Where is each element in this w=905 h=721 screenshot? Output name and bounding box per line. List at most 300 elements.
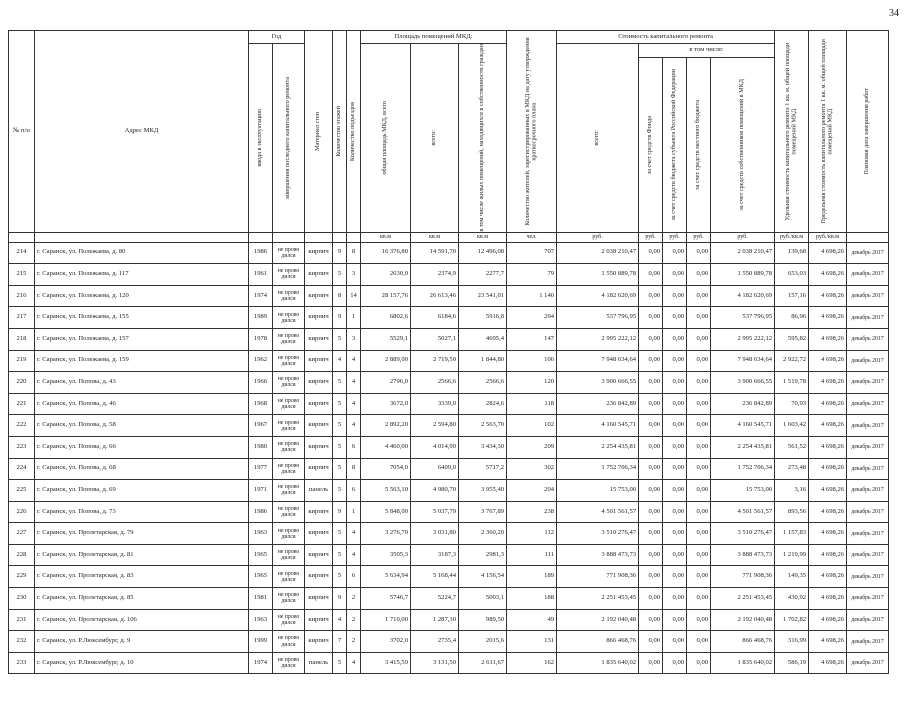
- cell-year-last-repair: не прово дился: [273, 458, 305, 480]
- cell-year-last-repair: не прово дился: [273, 544, 305, 566]
- cell-area-all: 14 591,70: [411, 242, 459, 264]
- cell-year-commission: 1986: [249, 242, 273, 264]
- cell-cost-subject: 0,00: [663, 436, 687, 458]
- header-year-commission: [249, 44, 273, 233]
- cell-cost-subject: 0,00: [663, 523, 687, 545]
- cell-unit-cost: 316,99: [775, 631, 809, 653]
- header-cost-local-text: за счет средств местного бюджета: [694, 99, 702, 190]
- table-row: [9, 328, 889, 350]
- cell-cost-local: 0,00: [687, 609, 711, 631]
- cell-area-all: 3 031,80: [411, 523, 459, 545]
- cell-wall-material: кирпич: [305, 631, 333, 653]
- cell-cost-local: 0,00: [687, 350, 711, 372]
- header-max-cost-text: Предельная стоимость капитального ремонта 1 кв. м. общей площади помещений МКД: [820, 39, 834, 224]
- page-number: 34: [889, 8, 899, 19]
- cell-cost-subject: 0,00: [663, 350, 687, 372]
- cell-cost-fund: 0,00: [639, 523, 663, 545]
- cell-cost-subject: 0,00: [663, 566, 687, 588]
- cell-floors: 4: [333, 350, 347, 372]
- cell-cost-owners: 3 510 276,47: [711, 523, 775, 545]
- cell-max-cost: 4 698,26: [809, 652, 847, 674]
- cell-num: 227: [9, 523, 35, 545]
- cell-cost-fund: 0,00: [639, 415, 663, 437]
- cell-cost-total: 7 948 634,64: [557, 350, 639, 372]
- cell-address: г. Саранск, ул. Пролетарская, д. 81: [35, 544, 249, 566]
- unit-cell: чел.: [507, 232, 557, 242]
- cell-address: г. Саранск, ул. Полежаева, д. 120: [35, 285, 249, 307]
- cell-entrances: 3: [347, 264, 361, 286]
- cell-plan-date: декабрь 2017: [847, 588, 889, 610]
- cell-residents: 302: [507, 458, 557, 480]
- cell-num: 214: [9, 242, 35, 264]
- header-row-top: [9, 31, 889, 44]
- cell-unit-cost: 1 219,99: [775, 544, 809, 566]
- cell-cost-fund: 0,00: [639, 566, 663, 588]
- cell-area-residential: 989,50: [459, 609, 507, 631]
- cell-floors: 4: [333, 609, 347, 631]
- cell-cost-local: 0,00: [687, 480, 711, 502]
- cell-cost-total: 866 468,76: [557, 631, 639, 653]
- cell-area-total: 6802,6: [361, 307, 411, 329]
- cell-cost-owners: 4 160 545,71: [711, 415, 775, 437]
- cell-area-residential: 12 496,08: [459, 242, 507, 264]
- cell-area-total: 2796,0: [361, 372, 411, 394]
- cell-residents: 209: [507, 436, 557, 458]
- cell-address: г. Саранск, ул. Пролетарская, д. 85: [35, 588, 249, 610]
- header-max-cost: [809, 31, 847, 233]
- unit-cell: кв.м: [361, 232, 411, 242]
- header-num: № п/п: [9, 31, 35, 233]
- header-cost-owners-text: за счет средств собственников помещений в МКД: [738, 78, 746, 211]
- cell-unit-cost: 149,35: [775, 566, 809, 588]
- cell-plan-date: декабрь 2017: [847, 523, 889, 545]
- cell-wall-material: кирпич: [305, 415, 333, 437]
- cell-year-commission: 1966: [249, 372, 273, 394]
- cell-max-cost: 4 698,26: [809, 523, 847, 545]
- cell-plan-date: декабрь 2017: [847, 393, 889, 415]
- cell-area-total: 7054,0: [361, 458, 411, 480]
- header-cost-including: в том числе:: [639, 44, 775, 58]
- cell-year-commission: 1971: [249, 480, 273, 502]
- cell-cost-fund: 0,00: [639, 372, 663, 394]
- unit-cell: кв.м: [411, 232, 459, 242]
- table-row: [9, 566, 889, 588]
- cell-cost-owners: 2 254 435,81: [711, 436, 775, 458]
- header-entrances: [347, 31, 361, 233]
- table-row: [9, 285, 889, 307]
- cell-area-residential: 2 563,70: [459, 415, 507, 437]
- cell-plan-date: декабрь 2017: [847, 242, 889, 264]
- cell-area-residential: 3 955,40: [459, 480, 507, 502]
- cell-max-cost: 4 698,26: [809, 307, 847, 329]
- cell-area-residential: 2824,6: [459, 393, 507, 415]
- cell-num: 223: [9, 436, 35, 458]
- cell-address: г. Саранск, ул. Попова, д. 46: [35, 393, 249, 415]
- cell-cost-local: 0,00: [687, 242, 711, 264]
- cell-area-total: 3 415,59: [361, 652, 411, 674]
- cell-cost-fund: 0,00: [639, 242, 663, 264]
- header-cost-total: [557, 44, 639, 233]
- cell-plan-date: декабрь 2017: [847, 285, 889, 307]
- header-floors: [333, 31, 347, 233]
- cell-unit-cost: 430,92: [775, 588, 809, 610]
- table-row: [9, 393, 889, 415]
- header-entrances-text: Количество подъездов: [349, 101, 357, 161]
- header-residents-text: Количество жителей, зарегистрированных в МКД на дату утверждения краткосрочного плана: [524, 37, 538, 226]
- cell-cost-local: 0,00: [687, 264, 711, 286]
- unit-cell: кв.м: [459, 232, 507, 242]
- cell-area-total: 3505,3: [361, 544, 411, 566]
- header-plan-date-text: Плановая дата завершения работ: [863, 87, 871, 175]
- header-wall-material: [305, 31, 333, 233]
- cell-floors: 8: [333, 285, 347, 307]
- cell-year-last-repair: не прово дился: [273, 393, 305, 415]
- cell-num: 225: [9, 480, 35, 502]
- cell-wall-material: кирпич: [305, 544, 333, 566]
- cell-cost-local: 0,00: [687, 544, 711, 566]
- cell-plan-date: декабрь 2017: [847, 372, 889, 394]
- cell-cost-owners: 2 995 222,12: [711, 328, 775, 350]
- cell-residents: 111: [507, 544, 557, 566]
- cell-plan-date: декабрь 2017: [847, 480, 889, 502]
- cell-entrances: 2: [347, 609, 361, 631]
- cell-residents: 204: [507, 307, 557, 329]
- cell-residents: 147: [507, 328, 557, 350]
- cell-unit-cost: 139,68: [775, 242, 809, 264]
- cell-cost-owners: 7 948 634,64: [711, 350, 775, 372]
- cell-area-total: 5 563,10: [361, 480, 411, 502]
- cell-max-cost: 4 698,26: [809, 328, 847, 350]
- cell-cost-subject: 0,00: [663, 328, 687, 350]
- cell-area-total: 3702,0: [361, 631, 411, 653]
- cell-year-last-repair: не прово дился: [273, 350, 305, 372]
- cell-cost-subject: 0,00: [663, 285, 687, 307]
- cell-year-last-repair: не прово дился: [273, 328, 305, 350]
- cell-max-cost: 4 698,26: [809, 242, 847, 264]
- cell-wall-material: кирпич: [305, 242, 333, 264]
- cell-cost-local: 0,00: [687, 631, 711, 653]
- cell-max-cost: 4 698,26: [809, 415, 847, 437]
- cell-year-commission: 1963: [249, 523, 273, 545]
- cell-area-all: 4 014,90: [411, 436, 459, 458]
- cell-cost-subject: 0,00: [663, 242, 687, 264]
- cell-year-last-repair: не прово дился: [273, 631, 305, 653]
- unit-cell: руб./кв.м: [775, 232, 809, 242]
- cell-num: 222: [9, 415, 35, 437]
- cell-year-last-repair: не прово дился: [273, 609, 305, 631]
- cell-cost-fund: 0,00: [639, 458, 663, 480]
- cell-cost-owners: 866 468,76: [711, 631, 775, 653]
- cell-cost-subject: 0,00: [663, 501, 687, 523]
- table-row: [9, 544, 889, 566]
- cell-entrances: 6: [347, 436, 361, 458]
- cell-unit-cost: 157,16: [775, 285, 809, 307]
- cell-year-last-repair: не прово дился: [273, 588, 305, 610]
- cell-max-cost: 4 698,26: [809, 458, 847, 480]
- cell-area-all: 2374,9: [411, 264, 459, 286]
- cell-residents: 49: [507, 609, 557, 631]
- cell-unit-cost: 1 702,82: [775, 609, 809, 631]
- cell-year-last-repair: не прово дился: [273, 523, 305, 545]
- cell-area-total: 2 889,00: [361, 350, 411, 372]
- cell-floors: 5: [333, 566, 347, 588]
- cell-entrances: 1: [347, 501, 361, 523]
- cell-address: г. Саранск, ул. Пролетарская, д. 79: [35, 523, 249, 545]
- cell-area-residential: 4695,4: [459, 328, 507, 350]
- cell-cost-total: 4 501 561,57: [557, 501, 639, 523]
- cell-area-residential: 2981,3: [459, 544, 507, 566]
- header-plan-date: [847, 31, 889, 233]
- cell-residents: 707: [507, 242, 557, 264]
- cell-entrances: 8: [347, 242, 361, 264]
- cell-max-cost: 4 698,26: [809, 264, 847, 286]
- cell-floors: 9: [333, 501, 347, 523]
- cell-year-commission: 1977: [249, 458, 273, 480]
- cell-cost-total: 2 995 222,12: [557, 328, 639, 350]
- cell-unit-cost: 653,03: [775, 264, 809, 286]
- cell-num: 218: [9, 328, 35, 350]
- cell-address: г. Саранск, ул. Попова, д. 43: [35, 372, 249, 394]
- header-year-last-repair: [273, 44, 305, 233]
- cell-cost-total: 4 182 620,69: [557, 285, 639, 307]
- cell-address: г. Саранск, ул. Попова, д. 58: [35, 415, 249, 437]
- cell-year-commission: 1974: [249, 285, 273, 307]
- cell-cost-subject: 0,00: [663, 264, 687, 286]
- cell-cost-local: 0,00: [687, 588, 711, 610]
- cell-unit-cost: 1 603,42: [775, 415, 809, 437]
- cell-entrances: 4: [347, 523, 361, 545]
- cell-plan-date: декабрь 2017: [847, 350, 889, 372]
- header-cost-subject-text: за счет средств бюджета субъекта Российской Федерации: [670, 68, 678, 221]
- cell-address: г. Саранск, ул. Попова, д. 66: [35, 436, 249, 458]
- cell-max-cost: 4 698,26: [809, 588, 847, 610]
- cell-cost-total: 3 510 276,47: [557, 523, 639, 545]
- table-row: [9, 307, 889, 329]
- cell-residents: 1 140: [507, 285, 557, 307]
- cell-area-residential: 23 541,01: [459, 285, 507, 307]
- unit-cell: руб.: [557, 232, 639, 242]
- cell-wall-material: кирпич: [305, 523, 333, 545]
- cell-year-last-repair: не прово дился: [273, 501, 305, 523]
- cell-unit-cost: 595,82: [775, 328, 809, 350]
- cell-wall-material: кирпич: [305, 372, 333, 394]
- cell-address: г. Саранск, ул. Попова, д. 68: [35, 458, 249, 480]
- cell-year-last-repair: не прово дился: [273, 264, 305, 286]
- cell-area-total: 2 892,20: [361, 415, 411, 437]
- cell-num: 217: [9, 307, 35, 329]
- cell-cost-total: 236 842,89: [557, 393, 639, 415]
- cell-cost-fund: 0,00: [639, 328, 663, 350]
- cell-wall-material: кирпич: [305, 307, 333, 329]
- cell-cost-owners: 4 182 620,69: [711, 285, 775, 307]
- cell-residents: 188: [507, 588, 557, 610]
- cell-year-commission: 1961: [249, 264, 273, 286]
- cell-num: 226: [9, 501, 35, 523]
- cell-unit-cost: 273,48: [775, 458, 809, 480]
- cell-area-residential: 3 434,30: [459, 436, 507, 458]
- table-row: [9, 350, 889, 372]
- cell-cost-total: 1 752 706,34: [557, 458, 639, 480]
- table-row: [9, 264, 889, 286]
- cell-year-commission: 1978: [249, 328, 273, 350]
- cell-area-all: 5224,7: [411, 588, 459, 610]
- table-row: [9, 631, 889, 653]
- cell-year-last-repair: не прово дился: [273, 652, 305, 674]
- cell-plan-date: декабрь 2017: [847, 328, 889, 350]
- cell-year-last-repair: не прово дился: [273, 566, 305, 588]
- cell-cost-total: 4 160 545,71: [557, 415, 639, 437]
- cell-entrances: 2: [347, 588, 361, 610]
- cell-cost-owners: 2 192 040,48: [711, 609, 775, 631]
- table-row: [9, 372, 889, 394]
- cell-address: г. Саранск, ул. Р.Люксембург, д. 9: [35, 631, 249, 653]
- cell-entrances: 1: [347, 307, 361, 329]
- cell-max-cost: 4 698,26: [809, 566, 847, 588]
- cell-year-commission: 1981: [249, 588, 273, 610]
- cell-unit-cost: 70,93: [775, 393, 809, 415]
- cell-cost-local: 0,00: [687, 566, 711, 588]
- cell-cost-owners: 3 900 666,55: [711, 372, 775, 394]
- cell-wall-material: кирпич: [305, 566, 333, 588]
- cell-area-total: 5529,1: [361, 328, 411, 350]
- cell-residents: 112: [507, 523, 557, 545]
- cell-address: г. Саранск, ул. Р.Люксембург, д. 10: [35, 652, 249, 674]
- cell-floors: 7: [333, 631, 347, 653]
- cell-year-commission: 1989: [249, 307, 273, 329]
- cell-area-all: 26 613,46: [411, 285, 459, 307]
- cell-wall-material: кирпич: [305, 458, 333, 480]
- cell-cost-fund: 0,00: [639, 307, 663, 329]
- cell-entrances: 3: [347, 328, 361, 350]
- cell-cost-owners: 2 038 210,47: [711, 242, 775, 264]
- unit-cell: руб./кв.м: [809, 232, 847, 242]
- header-cost-local: [687, 57, 711, 232]
- cell-max-cost: 4 698,26: [809, 393, 847, 415]
- header-unit-cost: [775, 31, 809, 233]
- cell-area-residential: 1 844,80: [459, 350, 507, 372]
- table-row: [9, 415, 889, 437]
- cell-year-commission: 1980: [249, 436, 273, 458]
- header-cost-fund-text: за счет средств Фонда: [646, 115, 654, 174]
- cell-cost-total: 537 796,95: [557, 307, 639, 329]
- header-cost-group: Стоимость капитального ремонта: [557, 31, 775, 44]
- cell-area-all: 3339,0: [411, 393, 459, 415]
- cell-num: 230: [9, 588, 35, 610]
- cell-floors: 9: [333, 307, 347, 329]
- header-wall-material-text: Материал стен: [314, 111, 322, 151]
- repair-plan-table: [8, 30, 889, 674]
- cell-cost-total: 3 888 473,73: [557, 544, 639, 566]
- cell-address: г. Саранск, ул. Полежаева, д. 157: [35, 328, 249, 350]
- cell-floors: 5: [333, 436, 347, 458]
- cell-unit-cost: 3,16: [775, 480, 809, 502]
- cell-area-residential: 5003,1: [459, 588, 507, 610]
- cell-plan-date: декабрь 2017: [847, 631, 889, 653]
- cell-wall-material: кирпич: [305, 588, 333, 610]
- cell-cost-fund: 0,00: [639, 631, 663, 653]
- cell-floors: 5: [333, 328, 347, 350]
- cell-cost-total: 2 254 435,81: [557, 436, 639, 458]
- cell-cost-subject: 0,00: [663, 415, 687, 437]
- cell-address: г. Саранск, ул. Попова, д. 69: [35, 480, 249, 502]
- unit-cell: руб.: [687, 232, 711, 242]
- cell-year-commission: 1965: [249, 544, 273, 566]
- cell-max-cost: 4 698,26: [809, 436, 847, 458]
- cell-cost-local: 0,00: [687, 393, 711, 415]
- cell-cost-subject: 0,00: [663, 393, 687, 415]
- cell-cost-total: 15 753,00: [557, 480, 639, 502]
- cell-wall-material: панель: [305, 480, 333, 502]
- cell-cost-local: 0,00: [687, 523, 711, 545]
- cell-residents: 102: [507, 415, 557, 437]
- cell-area-total: 4 460,00: [361, 436, 411, 458]
- cell-year-last-repair: не прово дился: [273, 372, 305, 394]
- cell-area-residential: 5717,2: [459, 458, 507, 480]
- header-area-all-text: всего:: [430, 129, 438, 146]
- cell-cost-fund: 0,00: [639, 393, 663, 415]
- cell-wall-material: кирпич: [305, 436, 333, 458]
- cell-max-cost: 4 698,26: [809, 480, 847, 502]
- cell-area-residential: 2277,7: [459, 264, 507, 286]
- cell-num: 229: [9, 566, 35, 588]
- cell-entrances: 4: [347, 372, 361, 394]
- cell-area-residential: 2015,6: [459, 631, 507, 653]
- cell-cost-total: 2 038 210,47: [557, 242, 639, 264]
- table-row: [9, 588, 889, 610]
- cell-cost-subject: 0,00: [663, 631, 687, 653]
- cell-area-all: 3 131,50: [411, 652, 459, 674]
- cell-wall-material: кирпич: [305, 393, 333, 415]
- header-cost-owners: [711, 57, 775, 232]
- cell-cost-fund: 0,00: [639, 588, 663, 610]
- cell-cost-fund: 0,00: [639, 436, 663, 458]
- cell-cost-subject: 0,00: [663, 307, 687, 329]
- cell-area-total: 5 634,94: [361, 566, 411, 588]
- cell-plan-date: декабрь 2017: [847, 501, 889, 523]
- cell-cost-subject: 0,00: [663, 588, 687, 610]
- cell-area-total: 5 848,00: [361, 501, 411, 523]
- cell-cost-local: 0,00: [687, 501, 711, 523]
- cell-cost-fund: 0,00: [639, 501, 663, 523]
- cell-residents: 238: [507, 501, 557, 523]
- cell-wall-material: кирпич: [305, 285, 333, 307]
- cell-num: 221: [9, 393, 35, 415]
- cell-cost-subject: 0,00: [663, 652, 687, 674]
- cell-floors: 5: [333, 264, 347, 286]
- units-row: [9, 232, 889, 242]
- cell-cost-owners: 1 835 640,02: [711, 652, 775, 674]
- header-floors-text: Количество этажей: [335, 105, 343, 157]
- cell-residents: 106: [507, 350, 557, 372]
- cell-area-all: 2 594,80: [411, 415, 459, 437]
- cell-plan-date: декабрь 2017: [847, 264, 889, 286]
- unit-cell: руб.: [639, 232, 663, 242]
- cell-area-all: 6409,0: [411, 458, 459, 480]
- cell-cost-owners: 236 842,89: [711, 393, 775, 415]
- cell-max-cost: 4 698,26: [809, 631, 847, 653]
- cell-area-all: 5 037,79: [411, 501, 459, 523]
- header-area-residential-text: в том числе жилых помещений, находящихся в собственности граждан: [478, 44, 486, 232]
- cell-entrances: 8: [347, 458, 361, 480]
- cell-floors: 5: [333, 544, 347, 566]
- cell-area-total: 2630,0: [361, 264, 411, 286]
- cell-cost-fund: 0,00: [639, 480, 663, 502]
- table-row: [9, 436, 889, 458]
- cell-floors: 5: [333, 415, 347, 437]
- cell-floors: 5: [333, 523, 347, 545]
- cell-floors: 5: [333, 480, 347, 502]
- header-area-total-text: общая площадь МКД, всего: [381, 101, 389, 175]
